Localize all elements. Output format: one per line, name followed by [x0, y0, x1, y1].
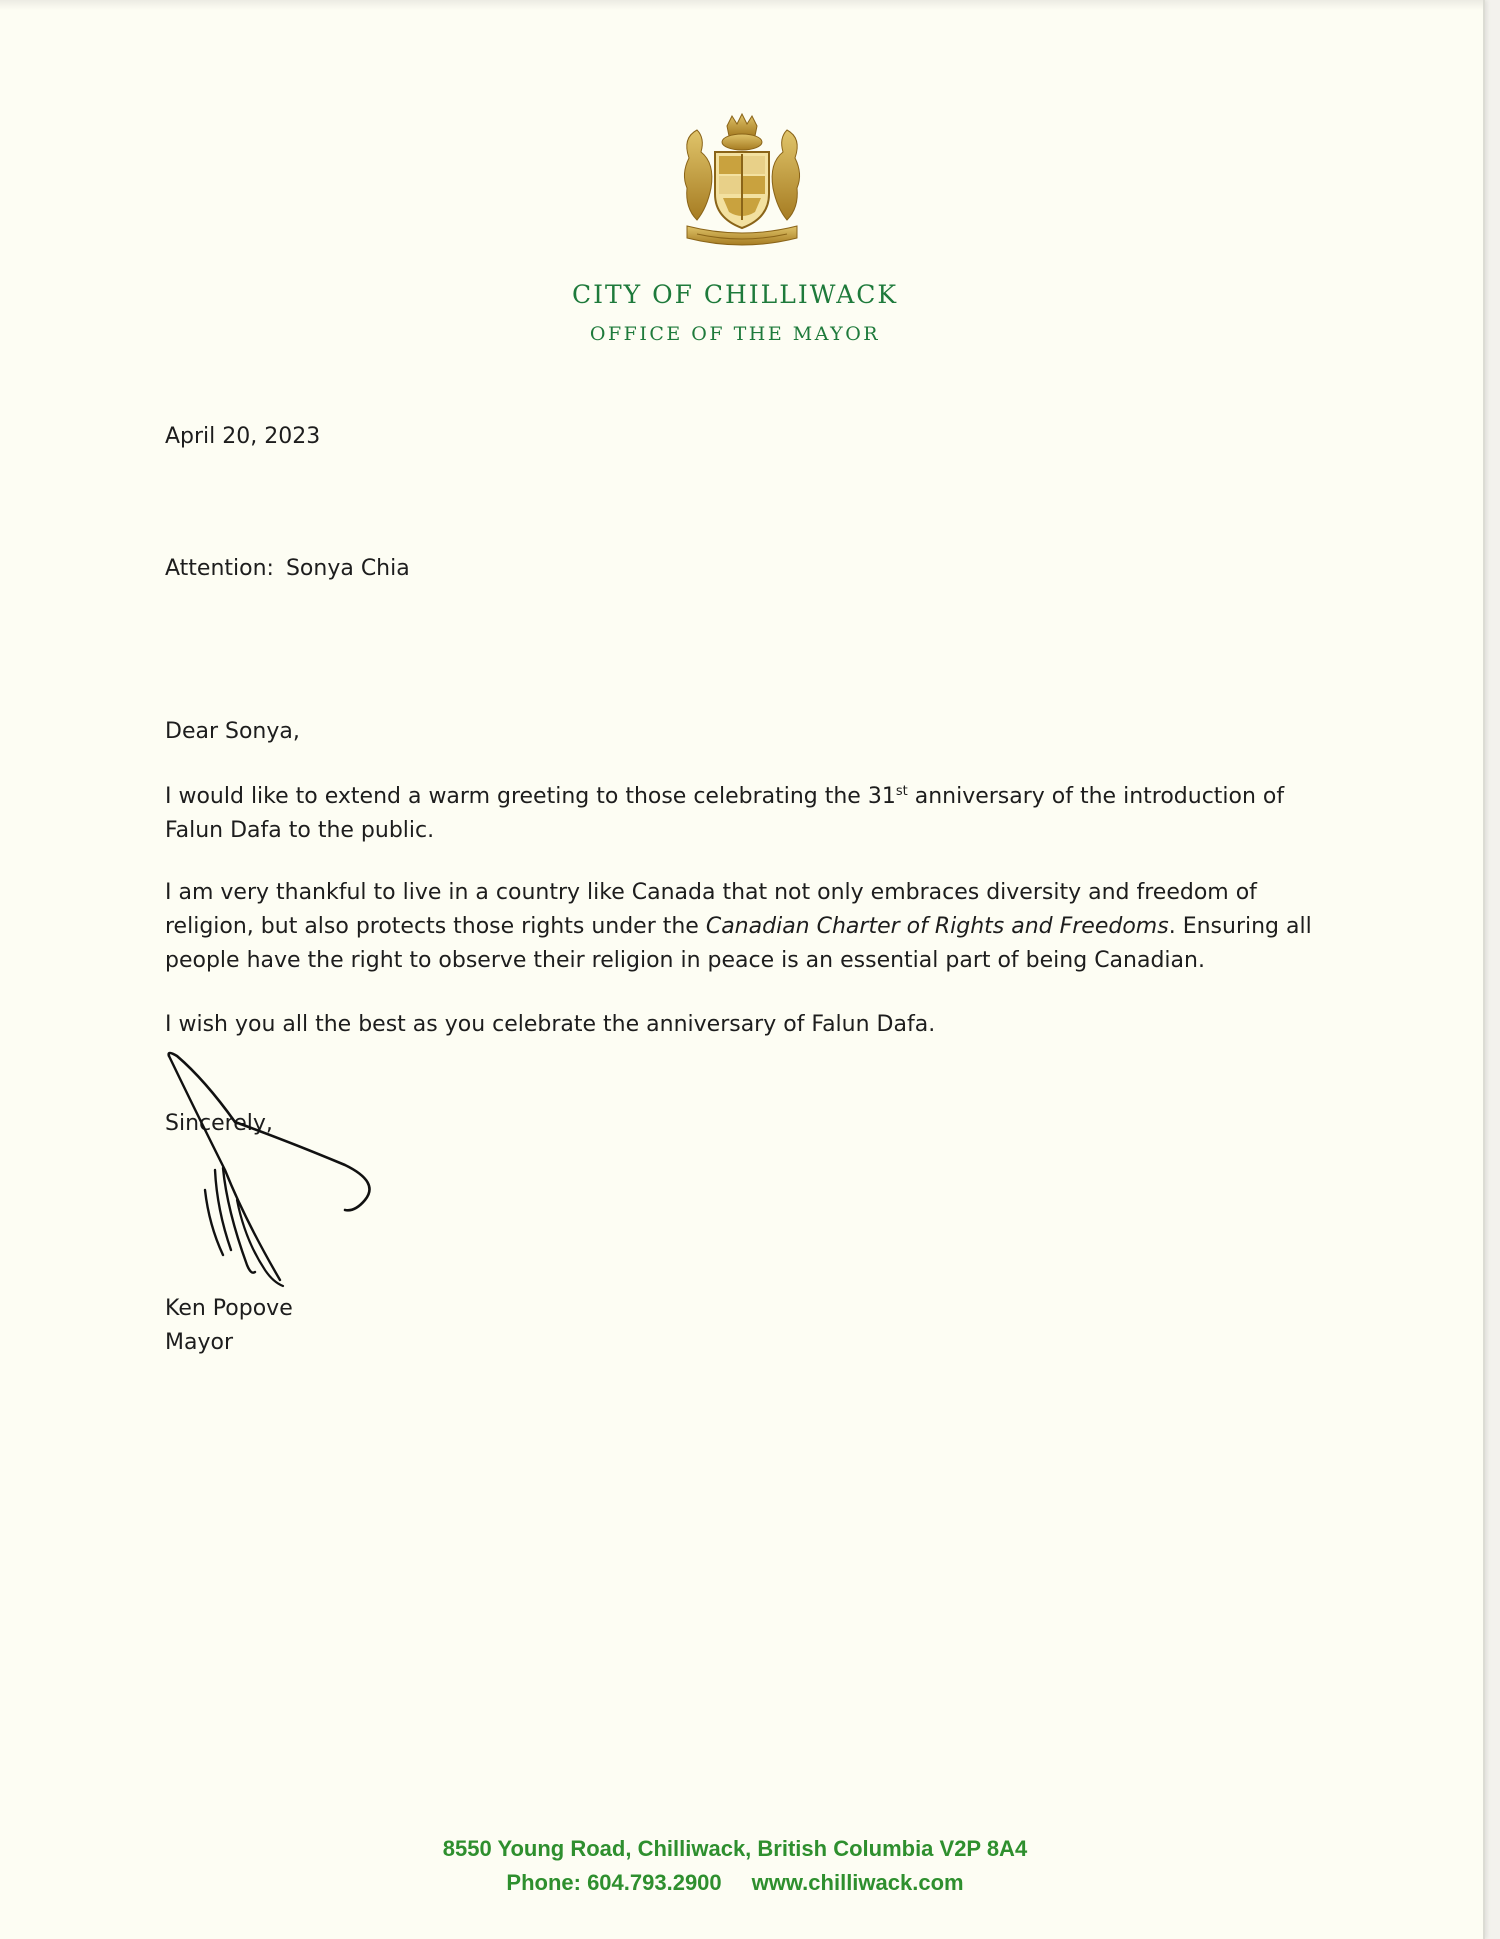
- coat-of-arms-icon: [667, 108, 817, 258]
- footer-contact: [0, 1870, 1470, 1896]
- paragraph-canada: [165, 876, 1315, 978]
- paragraph-greeting-text-before: I would like to extend a warm greeting to those celebrating the 31: [165, 784, 896, 809]
- ordinal-suffix: st: [895, 784, 908, 799]
- footer-website: www.chilliwack.com: [751, 1870, 964, 1895]
- charter-title: Canadian Charter of Rights and Freedoms: [705, 914, 1169, 939]
- attention-line: [165, 552, 410, 586]
- salutation: Dear Sonya,: [165, 719, 300, 744]
- office-name-heading: OFFICE OF THE MAYOR: [589, 323, 881, 345]
- city-name-heading: CITY OF CHILLIWACK: [571, 280, 899, 309]
- closing: Sincerely,: [165, 1111, 273, 1136]
- signer-title: Mayor: [165, 1330, 233, 1355]
- handwritten-signature-icon: [165, 1050, 395, 1310]
- paragraph-canada-text-before: I am very thankful to live in a country like Canada that not only embraces diversity and freedom of religion, but also protects those rights under the: [165, 880, 1257, 939]
- attention-label: Attention:: [165, 556, 274, 581]
- paragraph-wishes: I wish you all the best as you celebrate the anniversary of Falun Dafa.: [165, 1012, 936, 1037]
- footer-address: 8550 Young Road, Chilliwack, British Columbia V2P 8A4: [442, 1836, 1028, 1861]
- paragraph-canada-text-after: . Ensuring all people have the right to observe their religion in peace is an essential part of being Canadian.: [165, 914, 1312, 973]
- attention-name: Sonya Chia: [285, 556, 410, 581]
- footer-phone: Phone: 604.793.2900: [506, 1870, 722, 1895]
- signer-name: Ken Popove: [165, 1296, 293, 1321]
- paragraph-greeting-text-after: anniversary of the introduction of Falun Dafa to the public.: [165, 784, 1285, 843]
- paragraph-greeting: [165, 780, 1315, 848]
- page-top-edge: [0, 0, 1483, 10]
- letter-date: April 20, 2023: [165, 424, 321, 449]
